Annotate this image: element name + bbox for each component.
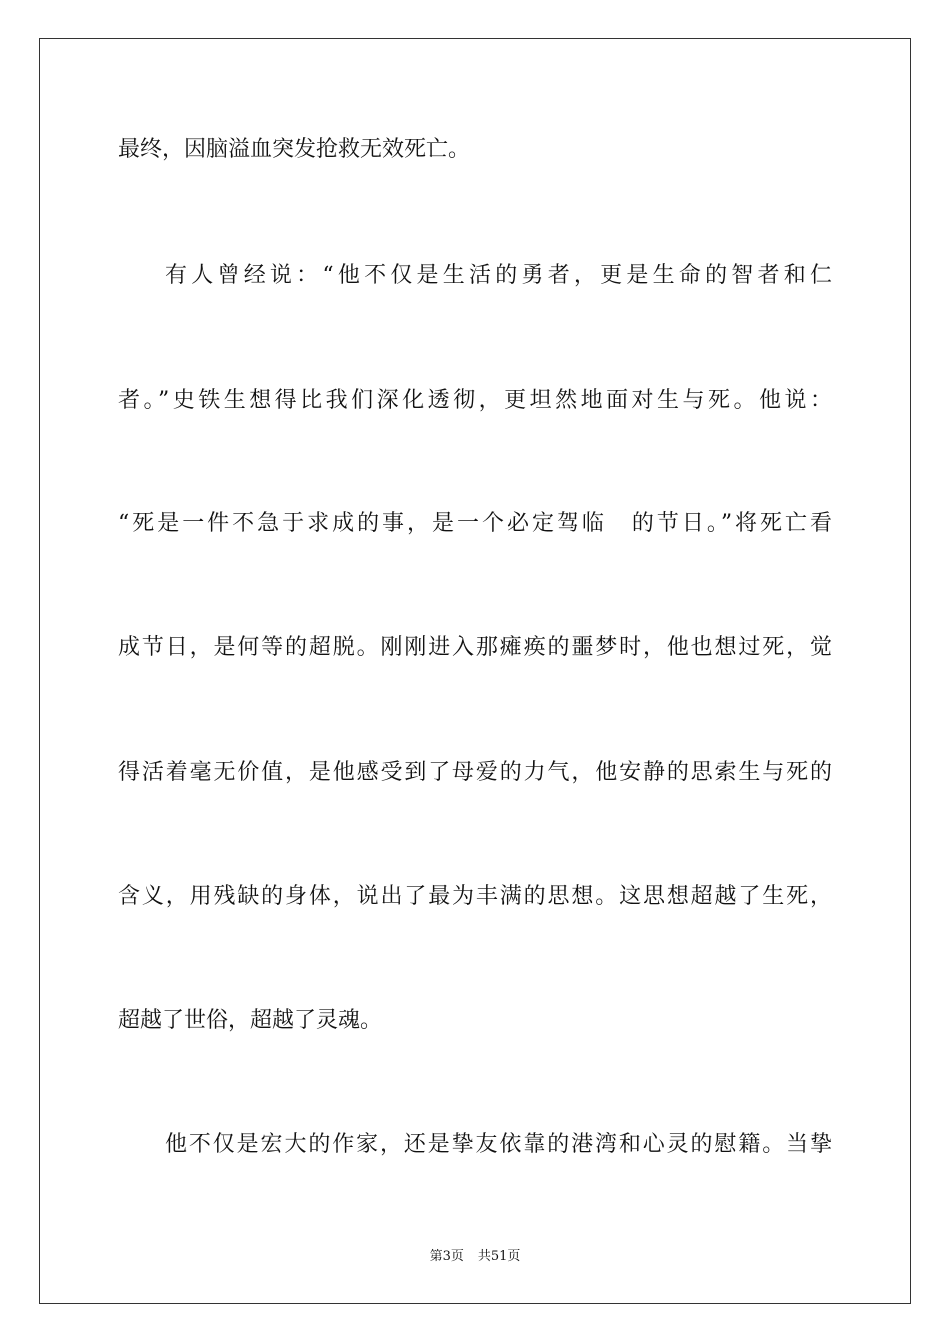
text-line: 者。”史铁生想得比我们深化透彻，更坦然地面对生与死。他说：: [118, 388, 832, 413]
text-line: 含义，用残缺的身体，说出了最为丰满的思想。这思想超越了生死，: [118, 884, 832, 909]
page-total: 共51页: [477, 1249, 521, 1264]
text-line: “死是一件不急于求成的事，是一个必定驾临 的节日。”将死亡看: [118, 511, 832, 536]
page-frame: [39, 38, 911, 1304]
page-footer: [0, 1247, 950, 1267]
text-line: 他不仅是宏大的作家，还是挚友依靠的港湾和心灵的慰籍。当挚: [165, 1132, 832, 1157]
text-line: 得活着毫无价值，是他感受到了母爱的力气，他安静的思索生与死的: [118, 760, 832, 785]
text-line: 最终，因脑溢血突发抢救无效死亡。: [118, 137, 471, 162]
page-number: 第3页: [429, 1249, 464, 1264]
text-line: 有人曾经说：“他不仅是生活的勇者，更是生命的智者和仁: [165, 263, 832, 288]
text-line: 超越了世俗，超越了灵魂。: [118, 1008, 383, 1033]
text-line: 成节日，是何等的超脱。刚刚进入那瘫痪的噩梦时，他也想过死，觉: [118, 635, 832, 660]
